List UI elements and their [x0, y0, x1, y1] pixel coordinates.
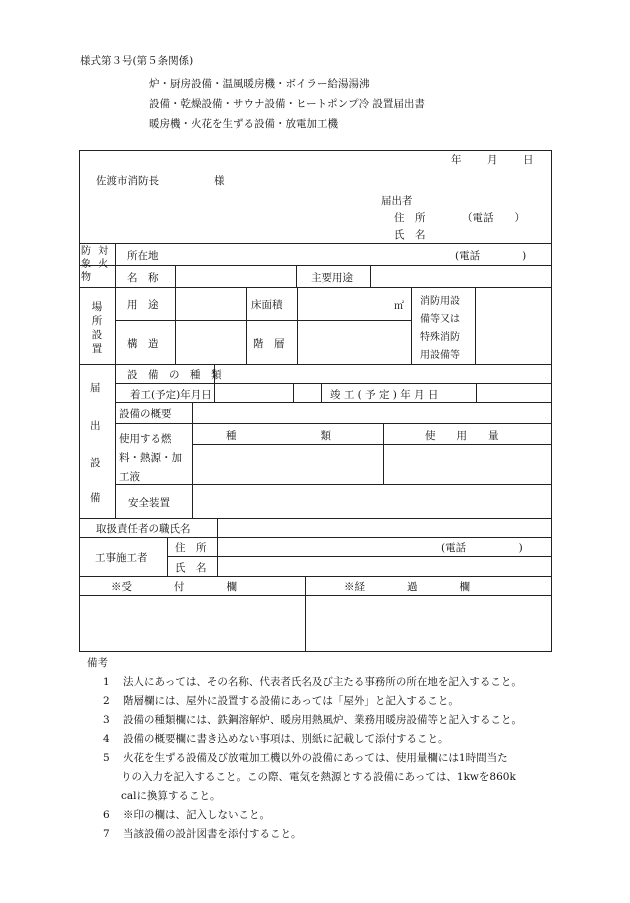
floor-level-label: 階 層 — [253, 338, 285, 350]
remark-item: 6 ※印の欄は、記入しないこと。 — [103, 809, 270, 821]
remark-item-continued: りの入力を記入すること。この際、電気を熱源とする設備にあっては、1kwを860k — [121, 771, 516, 783]
progress-column-label: ※経 過 欄 — [344, 581, 470, 593]
fuel-label-3: 工液 — [119, 471, 140, 483]
structure-label: 構 造 — [127, 338, 159, 350]
remark-item: 5 火花を生ずる設備及び放電加工機以外の設備にあっては、使用量欄には1時間当た — [103, 752, 508, 764]
addressee-honorific: 様 — [214, 175, 225, 187]
equipment-overview-label: 設備の概要 — [119, 408, 172, 420]
contractor-phone-label: (電話 ) — [441, 542, 523, 554]
form-number: 様式第３号(第５条関係) — [80, 55, 194, 67]
date-year-label: 年 — [451, 154, 462, 166]
fire-equipment-label-2: 備等又は — [420, 314, 460, 325]
floor-area-label: 床面積 — [251, 299, 283, 311]
use-label: 用 途 — [127, 299, 159, 311]
fire-equipment-label-1: 消防用設 — [420, 296, 460, 307]
notifier-name-label: 氏 名 — [394, 229, 426, 241]
contractor-label: 工事施工者 — [95, 552, 148, 564]
fuel-amount-column: 使 用 量 — [425, 430, 499, 442]
remark-item-continued: calに換算すること。 — [121, 790, 221, 802]
date-day-label: 日 — [523, 154, 534, 166]
notify-side-char-2: 出 — [90, 420, 101, 432]
fuel-label-1: 使用する燃 — [119, 433, 172, 445]
receipt-column-label: ※受 付 欄 — [111, 581, 237, 593]
remark-item: 3 設備の種類欄には、鉄鋼溶解炉、暖房用熱風炉、業務用暖房設備等と記入すること。 — [103, 714, 522, 726]
target-side-label: 防 対 象 火 物 — [81, 246, 111, 283]
date-month-label: 月 — [487, 154, 498, 166]
safety-device-label: 安全装置 — [128, 497, 170, 509]
remark-item: 7 当該設備の設計図書を添付すること。 — [103, 828, 302, 840]
location-label: 所在地 — [127, 250, 159, 262]
area-unit: ㎡ — [394, 301, 404, 312]
form-title-line-1: 炉・厨房設備・温風暖房機・ボイラー給湯湯沸 — [149, 78, 370, 90]
main-use-label: 主要用途 — [311, 272, 353, 284]
form-title-line-2: 設備・乾燥設備・サウナ設備・ヒートポンプ冷 設置届出書 — [149, 98, 425, 110]
notify-side-char-1: 届 — [90, 382, 101, 394]
notifier-phone-label: （電話 ） — [462, 212, 525, 224]
remark-item: 1 法人にあっては、その名称、代表者氏名及び主たる事務所の所在地を記入すること。 — [103, 676, 522, 688]
contractor-address-label: 住 所 — [175, 542, 207, 554]
fuel-label-2: 料・熱源・加 — [119, 452, 182, 464]
manager-label: 取扱責任者の職氏名 — [96, 523, 191, 535]
name-label: 名 称 — [127, 272, 159, 284]
notify-side-char-3: 設 — [90, 457, 101, 469]
fire-equipment-label-4: 用設備等 — [420, 350, 460, 361]
contractor-name-label: 氏 名 — [175, 562, 207, 574]
location-phone-label: (電話 ) — [455, 250, 527, 262]
remark-item: 2 階層欄には、屋外に設置する設備にあっては「屋外」と記入すること。 — [103, 695, 459, 707]
start-date-label: 着工(予定)年月日 — [130, 389, 212, 401]
finish-date-label: 竣 工 ( 予 定 ) 年 月 日 — [330, 389, 439, 401]
notifier-address-label: 住 所 — [394, 212, 426, 224]
fire-equipment-label-3: 特殊消防 — [420, 332, 460, 343]
remark-item: 4 設備の概要欄に書き込めない事項は、別紙に記載して添付すること。 — [103, 733, 449, 745]
equipment-type-label: 設 備 の 種 類 — [127, 369, 222, 381]
place-side-label: 場所設置 — [91, 301, 103, 355]
form-title-line-3: 暖房機・火花を生ずる設備・放電加工機 — [149, 118, 338, 130]
notifier-label: 届出者 — [381, 195, 413, 207]
notify-side-char-4: 備 — [90, 492, 101, 504]
addressee: 佐渡市消防長 — [96, 175, 159, 187]
remarks-title: 備考 — [87, 657, 108, 669]
fuel-kind-column: 種 類 — [226, 430, 331, 442]
